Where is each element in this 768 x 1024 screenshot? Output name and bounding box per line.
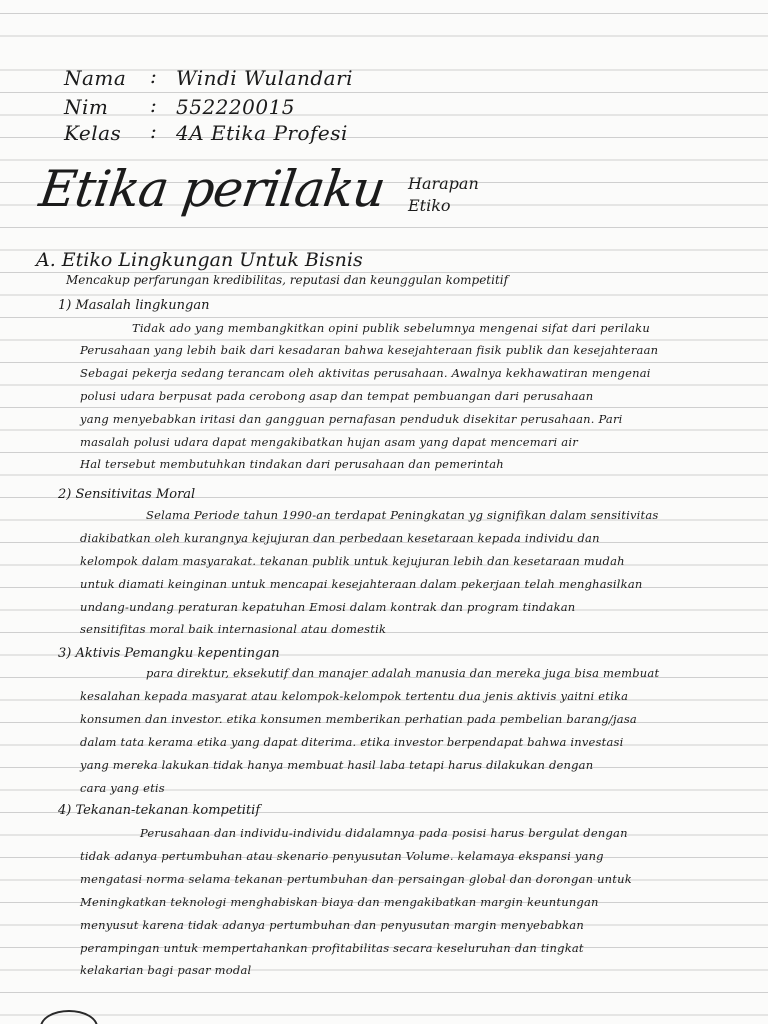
body-line: Hal tersebut membutuhkan tindakan dari perusahaan dan pemerintah [80,457,504,471]
body-line: mengatasi norma selama tekanan pertumbuhan dan persaingan global dan dorongan untuk [80,872,632,886]
body-line: dalam tata kerama etika yang dapat diterima. etika investor berpendapat bahwa investasi [80,735,624,749]
body-line: Perusahaan yang lebih baik dari kesadaran bahwa kesejahteraan fisik publik dan kesejahteraan [80,343,659,357]
body-line: yang menyebabkan iritasi dan gangguan pernafasan penduduk disekitar perusahaan. Pari [80,412,623,426]
subsection-heading: 2) Sensitivitas Moral [58,487,196,502]
body-line: kelompok dalam masyarakat. tekanan publik untuk kejujuran lebih dan kesetaraan mudah [80,554,625,568]
body-line: masalah polusi udara dapat mengakibatkan hujan asam yang dapat mencemari air [80,435,578,449]
subtitle-line: Etiko [408,196,451,215]
subsection-heading: 1) Masalah lingkungan [58,298,210,313]
body-line: perampingan untuk mempertahankan profitabilitas secara keseluruhan dan tingkat [80,941,584,955]
section-intro: Mencakup perfarungan kredibilitas, reputasi dan keunggulan kompetitif [66,273,509,287]
nama-value: Windi Wulandari [176,66,354,90]
body-line: konsumen dan investor. etika konsumen memberikan perhatian pada pembelian barang/jasa [80,712,637,726]
section-heading: A. Etiko Lingkungan Untuk Bisnis [36,249,363,271]
nim-value: 552220015 [176,95,296,119]
body-line: Perusahaan dan individu-individu didalamnya pada posisi harus bergulat dengan [140,826,628,840]
nim-label: Nim [64,95,109,119]
body-line: undang-undang peraturan kepatuhan Emosi dalam kontrak dan program tindakan [80,600,576,614]
subsection-heading: 3) Aktivis Pemangku kepentingan [58,646,280,661]
body-line: kelakarian bagi pasar modal [80,963,252,977]
page-title: Etika perilaku [35,160,389,218]
body-line: para direktur, eksekutif dan manajer adalah manusia dan mereka juga bisa membuat [146,666,660,680]
body-line: Sebagai pekerja sedang terancam oleh aktivitas perusahaan. Awalnya kekhawatiran mengenai [80,366,651,380]
page-subtitle [408,173,479,217]
colon: : [150,93,158,117]
subtitle-line: Harapan [408,174,479,193]
body-line: Meningkatkan teknologi menghabiskan biaya dan mengakibatkan margin keuntungan [80,895,599,909]
body-line: diakibatkan oleh kurangnya kejujuran dan perbedaan kesetaraan kepada individu dan [80,531,600,545]
body-line: untuk diamati keinginan untuk mencapai kesejahteraan dalam pekerjaan telah menghasilkan [80,577,643,591]
body-line: kesalahan kepada masyarat atau kelompok-kelompok tertentu dua jenis aktivis yaitni etika [80,689,629,703]
body-line: polusi udara berpusat pada cerobong asap dan tempat pembuangan dari perusahaan [80,389,594,403]
nama-label: Nama [64,66,127,90]
body-line: tidak adanya pertumbuhan atau skenario penyusutan Volume. kelamaya ekspansi yang [80,849,604,863]
body-line: sensitifitas moral baik internasional atau domestik [80,622,387,636]
body-line: cara yang etis [80,781,165,795]
corner-stamp [40,1010,98,1024]
subsection-heading: 4) Tekanan-tekanan kompetitif [58,803,261,818]
body-line: yang mereka lakukan tidak hanya membuat hasil laba tetapi harus dilakukan dengan [80,758,594,772]
colon: : [150,119,158,143]
kelas-value: 4A Etika Profesi [176,121,348,145]
kelas-label: Kelas [64,121,122,145]
body-line: menyusut karena tidak adanya pertumbuhan dan penyusutan margin menyebabkan [80,918,584,932]
body-line: Tidak ado yang membangkitkan opini publik sebelumnya mengenai sifat dari perilaku [132,321,650,335]
body-line: Selama Periode tahun 1990-an terdapat Peningkatan yg signifikan dalam sensitivitas [146,508,659,522]
colon: : [150,64,158,88]
